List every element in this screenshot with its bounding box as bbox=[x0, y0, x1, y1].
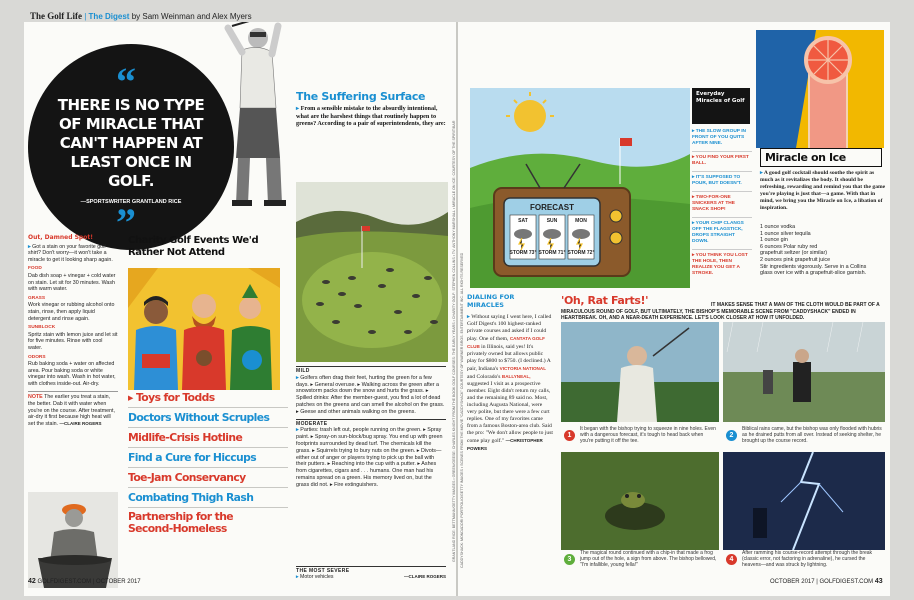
stain-label-grass: GRASS bbox=[28, 295, 46, 301]
note-text: The earlier you treat a stain, the better. Dab it with water when you're on the course. After treatment, air-dry it first because high heat will set the stain. bbox=[28, 394, 115, 427]
step-number: 1 bbox=[564, 430, 575, 441]
club-name: CANTATA GOLF CLUB bbox=[467, 336, 545, 349]
cocktail-photo bbox=[756, 30, 884, 148]
dialing-title-line1: DIALING FOR bbox=[467, 293, 515, 301]
day-label: SAT bbox=[518, 218, 528, 224]
note-byline: —CLAIRE ROGERS bbox=[59, 420, 102, 426]
step-number: 3 bbox=[564, 554, 575, 565]
arrow-icon: ▸ bbox=[467, 314, 472, 320]
forecast-label: FORECAST bbox=[530, 203, 574, 212]
note-label: NOTE bbox=[28, 394, 43, 401]
step-caption: After ramming his course-record attempt through the break (classic error, not factoring in adrenaline), he cursed the heavens—and was struck by lightning. bbox=[742, 550, 873, 569]
left-page bbox=[24, 22, 456, 596]
ingredient-line: 1 ounce silver tequila bbox=[760, 230, 811, 237]
stain-label-food: FOOD bbox=[28, 266, 42, 272]
quote-text: THERE IS NO TYPE OF MIRACLE THAT CAN'T HAPPEN AT LEAST ONCE IN GOLF. bbox=[57, 96, 205, 190]
dialing-text bbox=[467, 314, 553, 453]
day-label: SUN bbox=[546, 218, 558, 224]
stain-intro: Got a stain on your favorite golf shirt? Don't worry—it won't take a miracle to get it looking sharp again. bbox=[28, 243, 113, 263]
step-caption: Biblical rains came, but the bishop was only flooded with hubris as he drained putts from all over. Instead of seeking shelter, he brought up the course record. bbox=[742, 426, 882, 445]
charity-title: Charity Golf Events We'd Rather Not Attend bbox=[128, 235, 259, 258]
day-temp: STORM 72° bbox=[567, 250, 595, 256]
folio-left bbox=[28, 578, 141, 585]
day-temp: STORM 71° bbox=[538, 250, 566, 256]
mild-text: Golfers often drag their feet, hurting the green for a few days. ▸ General overuse. ▸ Walking across the green after a snowstorm packs down the snow and hurts the grass. ▸ Spilled drinks: After the member-guest, you find a lot of dead patches on the greens and can smell the alcohol on the grass. ▸ Geese and other animals walking on the greens. bbox=[296, 374, 445, 415]
bishop-tee-photo bbox=[561, 322, 719, 422]
dialing-text-b: in Illinois, said yes! It's privately owned but allows public play for $800 to $750. (I declined.) A pair, Indiana's bbox=[467, 344, 551, 372]
close-quote-icon: ” bbox=[116, 200, 136, 245]
frog-chip-photo bbox=[561, 452, 719, 550]
most-severe-text: Motor vehicles bbox=[300, 574, 334, 580]
event-item: Combating Thigh Rash bbox=[128, 488, 288, 508]
arrow-icon: ▸ bbox=[296, 427, 301, 434]
step-number: 4 bbox=[726, 554, 737, 565]
club-name: BALLYNEAL, bbox=[501, 374, 531, 379]
stain-text-grass: Work vinegar or rubbing alcohol onto stain, rinse, then apply liquid detergent and rinse again. bbox=[28, 302, 115, 322]
club-name: VICTORIA NATIONAL bbox=[499, 366, 547, 371]
arrow-icon: ▸ bbox=[296, 574, 301, 580]
step-number: 2 bbox=[726, 430, 737, 441]
suffering-intro-text: From a sensible mistake to the absurdly intentional, what are the harshest things that routinely happen to greens? According to a pair of superintendents, they are: bbox=[296, 105, 446, 128]
quote-circle bbox=[28, 44, 234, 250]
page-number: 43 bbox=[874, 578, 883, 585]
event-item: Midlife-Crisis Hotline bbox=[128, 428, 288, 448]
everyday-miracles-title: Everyday Miracles of Golf bbox=[692, 88, 750, 124]
washing-photo bbox=[28, 492, 118, 588]
miracle-on-ice-text bbox=[760, 170, 888, 212]
folio-site: GOLFDIGEST.COM bbox=[819, 579, 874, 585]
charity-events-list bbox=[128, 388, 288, 538]
photo-credits-right: CADDYSHACK: MONDADORI PORTFOLIO/GETTY IMAGES • SCENES FROM THE MOVIE "CADDYSHACK" COURTESY OF WARNER BROS. ENTERTAINMENT INC. ALL RIGHTS RESERVED bbox=[460, 252, 464, 568]
open-quote-icon: “ bbox=[116, 59, 136, 104]
page-number: 42 bbox=[28, 578, 36, 585]
event-item: Partnership for the Second-Homeless bbox=[128, 510, 233, 535]
suffering-intro bbox=[296, 105, 446, 128]
arrow-icon: ▸ bbox=[296, 374, 301, 381]
miracle-item: ▸ THE SLOW GROUP IN FRONT OF YOU QUITS AFTER NINE. bbox=[692, 126, 752, 152]
quote-attribution: —SPORTSWRITER GRANTLAND RICE bbox=[80, 199, 182, 205]
step-caption: It began with the bishop trying to squeeze in nine holes. Even with a dangerous forecast, it's tough to head back when you're putting it off the tee. bbox=[580, 426, 716, 445]
mild-label: MILD bbox=[296, 366, 446, 375]
miracle-item: ▸ IT'S SUPPOSED TO POUR, BUT DOESN'T. bbox=[692, 172, 752, 192]
dialing-title-line2: MIRACLES bbox=[467, 300, 504, 309]
miracle-item: ▸ TWO-FOR-ONE SNICKERS AT THE SNACK SHOP! bbox=[692, 192, 752, 218]
header-separator: | bbox=[84, 12, 87, 21]
folio-right bbox=[770, 578, 883, 585]
arrow-icon: ▸ bbox=[760, 170, 764, 176]
rat-farts-title: 'Oh, Rat Farts!' bbox=[561, 294, 649, 307]
digest-label: The Digest bbox=[88, 12, 130, 21]
event-item: ▸ Toys for Todds bbox=[128, 388, 288, 408]
most-severe-byline: —CLAIRE ROGERS bbox=[403, 574, 446, 579]
green-geese-photo bbox=[296, 182, 448, 362]
miracle-on-ice-title: Miracle on Ice bbox=[760, 148, 882, 167]
folio-site: GOLFDIGEST.COM bbox=[37, 579, 92, 585]
miracle-item: ▸ YOUR CHIP CLANGS OFF THE FLAGSTICK, DROPS STRAIGHT DOWN. bbox=[692, 218, 752, 250]
miracle-item: ▸ YOU THINK YOU LOST THE HOLE, THEN REALIZE YOU GET A STROKE. bbox=[692, 253, 748, 276]
stain-guide-title: Out, Damned Spot! bbox=[28, 234, 93, 241]
suffering-title: The Suffering Surface bbox=[296, 90, 426, 103]
arrow-icon: ▸ bbox=[296, 105, 301, 112]
ingredients-list bbox=[760, 224, 888, 277]
photo-credits-left: GRANTLAND RICE: BETTMANN/GETTY IMAGES • GREEN/GEESE: CHARLES KNIGHT FROM THE BOOK GOLF COURSES: THE EARLY YEARS • CHARITY GOLF: STEPHEN COLLINS • TV: ANTHONY MARSHALL • MIRACLE ON ICE: COURTESY OF THE SPIRIT/BAR bbox=[452, 120, 456, 562]
dialing-byline: —CHRISTOPHER POWERS bbox=[467, 438, 543, 451]
stain-text-sunblock: Spritz stain with lemon juice and let sit for five minutes. Rinse with cool water. bbox=[28, 331, 118, 351]
event-item: Toe-Jam Conservancy bbox=[128, 468, 288, 488]
event-item: Doctors Without Scruples bbox=[128, 408, 288, 428]
folio-sep: | bbox=[816, 579, 818, 585]
dialing-text-a: Without saying I went here, I called Golf Digest's 100 highest-ranked private courses and asked if I could play. One of them, bbox=[467, 314, 552, 342]
miracle-item: ▸ YOU FIND YOUR FIRST BALL. bbox=[692, 152, 752, 172]
section-name: The Golf Life bbox=[30, 11, 82, 21]
ingredient-line: glass over ice with a grapefruit-slice garnish. bbox=[760, 270, 867, 277]
ingredient-line: 1 ounce vodka bbox=[760, 224, 796, 230]
day-label: MON bbox=[575, 218, 587, 224]
folio-date: OCTOBER 2017 bbox=[770, 579, 815, 585]
header-byline: by Sam Weinman and Alex Myers bbox=[131, 12, 252, 21]
stain-label-odors: ODORS bbox=[28, 354, 46, 360]
dialing-title bbox=[467, 294, 514, 309]
stain-label-sunblock: SUNBLOCK bbox=[28, 325, 56, 331]
folio-sep: | bbox=[92, 579, 95, 585]
everyday-miracles-list bbox=[692, 126, 752, 281]
folio-date: OCTOBER 2017 bbox=[96, 579, 141, 585]
suffering-list bbox=[296, 366, 446, 489]
most-severe-label: THE MOST SEVERE bbox=[296, 566, 446, 574]
tv-forecast-illustration bbox=[470, 88, 690, 288]
ingredient-line: 6 ounces Polar ruby red bbox=[760, 243, 818, 250]
rat-farts-intro: IT MAKES SENSE THAT A MAN OF THE CLOTH WOULD BE PART OF A MIRACULOUS ROUND OF GOLF, BUT ULTIMATELY, THE BISHOP'S MEMORABLE SCENE FROM "CADDYSHACK" ENDED IN HEARTBREAK. OH, AND A NEAR-DEATH EXPERIENCE. LET'S LOOK CLOSER AT HOW IT UNFOLDED. bbox=[561, 302, 880, 322]
page-header bbox=[30, 11, 252, 21]
ingredient-line: Stir ingredients vigorously. Serve in a Collins bbox=[760, 263, 867, 270]
charity-illustration bbox=[128, 268, 280, 390]
dialing-text-d: suggested I visit as a prospective member. Eight didn't return my calls, and the remaining 89 said no. Most, including Augusta National, were very polite, but there were a few curt replies. One of my favorites came from a famous Boston-area club. Said the pro: "We don't allow people to just come play golf." bbox=[467, 381, 553, 444]
day-temp: STORM 73° bbox=[509, 250, 537, 256]
lightning-photo bbox=[723, 452, 885, 550]
event-item: Find a Cure for Hiccups bbox=[128, 448, 288, 468]
ingredient-line: grapefruit seltzer (or similar) bbox=[760, 250, 828, 257]
moderate-label: MODERATE bbox=[296, 419, 446, 428]
step-caption: The magical round continued with a chip-in that made a frog jump out of the hole, a sign from above. The bishop bellowed, "I'm infallible, young fella!" bbox=[580, 550, 717, 569]
most-severe bbox=[296, 566, 446, 580]
golfer-photo bbox=[222, 22, 292, 208]
ingredient-line: 2 ounces pink grapefruit juice bbox=[760, 256, 831, 263]
stain-guide bbox=[28, 235, 118, 427]
bishop-rain-photo bbox=[723, 322, 885, 422]
moderate-text: Parties: trash left out, people running on the green. ▸ Spray paint. ▸ Spray-on sun-block/bug spray. You end up with green footprints surrounded by dead turf. The chemicals kill the grass. ▸ Squirrels trying to bury nuts on the green. ▸ Divots—either out of anger or players trying to pick up the ball with their putters. ▸ Reaching into the cup with a putter. ▸ Ashes from cigarettes, cigars and . . . humans. One man had his remains spread on a green. His memory lived on, but the grass did not. ▸ Fire extinguishers. bbox=[296, 427, 443, 488]
ice-body: A good golf cocktail should soothe the spirit as much as it revitalizes the body. It should be refreshing, rewarding and remind you that the game you're playing is just that—a game. With that in mind, we bring you the Miracle on Ice, a libation of inspiration. bbox=[760, 170, 886, 211]
ingredient-line: 1 ounce gin bbox=[760, 237, 788, 244]
stain-text-odors: Rub baking soda + water on affected area. Pour baking soda or white vinegar into wash. Wash in hot water, with clothes inside-out. Air-dry. bbox=[28, 361, 116, 387]
arrow-icon: ▸ bbox=[28, 243, 33, 250]
stain-text-food: Dab dish soap + vinegar + cold water on stain. Let sit for 30 minutes. Wash with warm water. bbox=[28, 272, 116, 293]
dialing-text-c: and Colorado's bbox=[467, 374, 501, 380]
